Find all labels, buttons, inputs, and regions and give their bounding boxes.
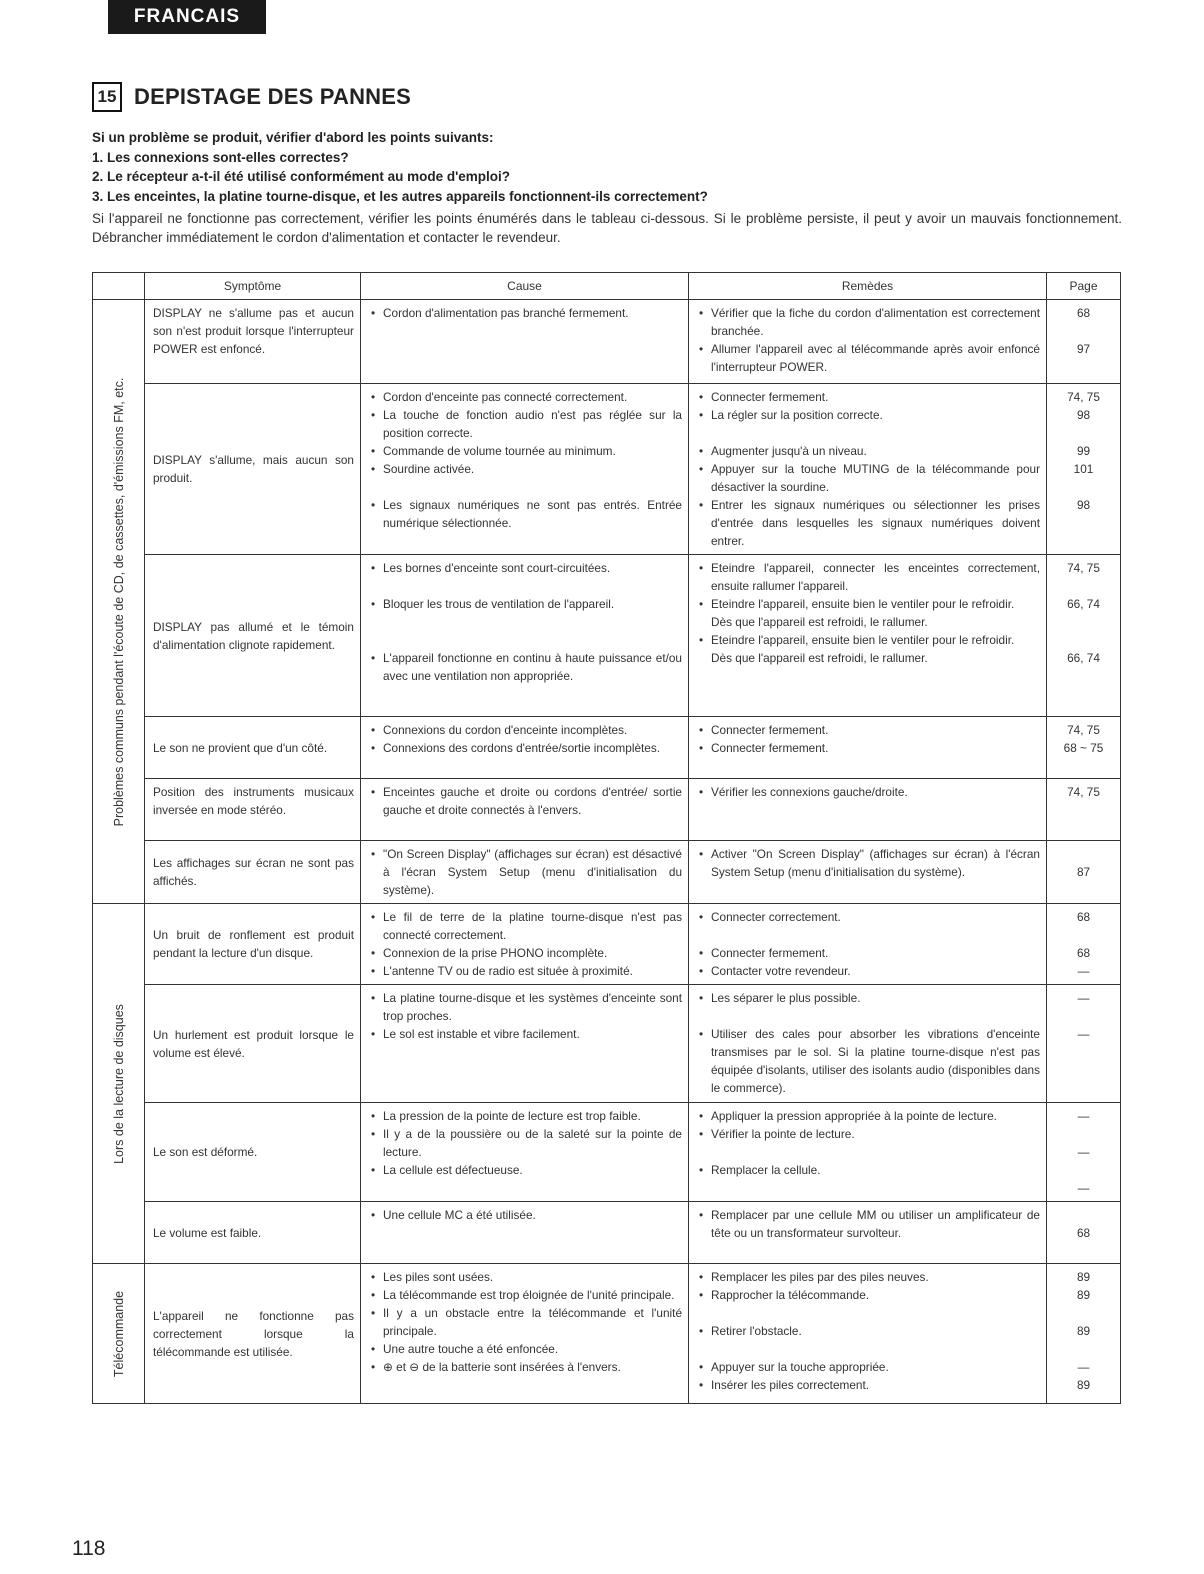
- troubleshooting-table: [92, 272, 1121, 1404]
- remedy-cell: • Vérifier les connexions gauche/droite.: [689, 779, 1047, 841]
- intro-question-1: 1. Les connexions sont-elles correctes?: [92, 149, 349, 165]
- category-records: Lors de la lecture de disques: [93, 904, 145, 1264]
- cause-cell: • Les piles sont usées. • La télécommande est trop éloignée de l'unité principale. • Il y a un obstacle entre la télécommande et l'unité principale. • Une autre touche a été enfoncée. • ⊕ et ⊖ de la batterie sont insérées à l'envers.: [361, 1264, 689, 1404]
- intro-question-2: 2. Le récepteur a-t-il été utilisé conformément au mode d'emploi?: [92, 169, 511, 184]
- page-cell: 74, 75 98 99 101 98: [1047, 384, 1121, 555]
- table-row: [93, 985, 1121, 1103]
- page-cell: 68: [1047, 1202, 1121, 1264]
- intro-paragraph: Si l'appareil ne fonctionne pas correctement, vérifier les points énumérés dans le tableau ci-dessous. Si le problème persiste, il peut y avoir un mauvais fonctionnement. Débrancher immédiatement le cordon d'alimentation et contacter le revendeur.: [92, 211, 1122, 245]
- page-cell: — — —: [1047, 1103, 1121, 1202]
- category-remote: Télécommande: [93, 1264, 145, 1404]
- symptom-cell: DISPLAY pas allumé et le témoin d'alimentation clignote rapidement.: [145, 555, 361, 717]
- intro-lead: Si un problème se produit, vérifier d'abord les points suivants:: [92, 130, 494, 145]
- cause-cell: • Enceintes gauche et droite ou cordons d'entrée/ sortie gauche et droite connectés à l'envers.: [361, 779, 689, 841]
- remedy-cell: • Les séparer le plus possible. • Utiliser des cales pour absorber les vibrations d'enceinte transmises par le sol. Si la platine tourne-disque n'est pas équipée d'isolants, utiliser des isolants audio (disponibles dans le commerce).: [689, 985, 1047, 1103]
- table-row: [93, 300, 1121, 384]
- remedy-cell: • Remplacer les piles par des piles neuves. • Rapprocher la télécommande. • Retirer l'obstacle. • Appuyer sur la touche appropriée. • Insérer les piles correctement.: [689, 1264, 1047, 1404]
- page-cell: 68 68 —: [1047, 904, 1121, 985]
- remedy-cell: • Appliquer la pression appropriée à la pointe de lecture. • Vérifier la pointe de lecture. • Remplacer la cellule.: [689, 1103, 1047, 1202]
- symptom-cell: Un bruit de ronflement est produit pendant la lecture d'un disque.: [145, 904, 361, 985]
- symptom-cell: Le son ne provient que d'un côté.: [145, 717, 361, 779]
- header-blank: [93, 273, 145, 300]
- cause-cell: • Connexions du cordon d'enceinte incomplètes. • Connexions des cordons d'entrée/sortie incomplètes.: [361, 717, 689, 779]
- cause-cell: • La platine tourne-disque et les systèmes d'enceinte sont trop proches. • Le sol est instable et vibre facilement.: [361, 985, 689, 1103]
- symptom-cell: Le volume est faible.: [145, 1202, 361, 1264]
- section-number: 15: [92, 82, 122, 112]
- header-page: Page: [1047, 273, 1121, 300]
- table-row: [93, 1202, 1121, 1264]
- section-heading: DEPISTAGE DES PANNES: [134, 84, 412, 109]
- cause-cell: • Les bornes d'enceinte sont court-circuitées. • Bloquer les trous de ventilation de l'appareil. • L'appareil fonctionne en continu à haute puissance et/ou avec une ventilation non appropriée.: [361, 555, 689, 717]
- symptom-cell: Un hurlement est produit lorsque le volume est élevé.: [145, 985, 361, 1103]
- language-tab: FRANCAIS: [108, 0, 266, 34]
- page-cell: 87: [1047, 841, 1121, 904]
- header-symptom: Symptôme: [145, 273, 361, 300]
- symptom-cell: L'appareil ne fonctionne pas correctement lorsque la télécommande est utilisée.: [145, 1264, 361, 1404]
- page-cell: — —: [1047, 985, 1121, 1103]
- symptom-cell: DISPLAY ne s'allume pas et aucun son n'est produit lorsque l'interrupteur POWER est enfoncé.: [145, 300, 361, 384]
- symptom-cell: Le son est déformé.: [145, 1103, 361, 1202]
- remedy-cell: • Connecter correctement. • Connecter fermement. • Contacter votre revendeur.: [689, 904, 1047, 985]
- cause-cell: • "On Screen Display" (affichages sur écran) est désactivé à l'écran System Setup (menu d'initialisation du système).: [361, 841, 689, 904]
- cause-cell: • Une cellule MC a été utilisée.: [361, 1202, 689, 1264]
- table-row: [93, 1264, 1121, 1404]
- remedy-cell: • Activer "On Screen Display" (affichages sur écran) à l'écran System Setup (menu d'initialisation du système).: [689, 841, 1047, 904]
- section-title: [92, 82, 411, 112]
- intro: [92, 128, 1122, 247]
- table-row: [93, 555, 1121, 717]
- cause-cell: • Cordon d'alimentation pas branché fermement.: [361, 300, 689, 384]
- cause-cell: • Le fil de terre de la platine tourne-disque n'est pas connecté correctement. • Connexion de la prise PHONO incomplète. • L'antenne TV ou de radio est située à proximité.: [361, 904, 689, 985]
- table-row: [93, 1103, 1121, 1202]
- header-cause: Cause: [361, 273, 689, 300]
- table-row: [93, 779, 1121, 841]
- remedy-cell: • Connecter fermement. • Connecter fermement.: [689, 717, 1047, 779]
- cause-cell: • Cordon d'enceinte pas connecté correctement. • La touche de fonction audio n'est pas réglée sur la position correcte. • Commande de volume tournée au minimum. • Sourdine activée. • Les signaux numériques ne sont pas entrés. Entrée numérique sélectionnée.: [361, 384, 689, 555]
- category-common: Problèmes communs pendant l'écoute de CD, de cassettes, d'émissions FM, etc.: [93, 300, 145, 904]
- table-header-row: [93, 273, 1121, 300]
- remedy-cell: • Remplacer par une cellule MM ou utiliser un amplificateur de tête ou un transformateur survolteur.: [689, 1202, 1047, 1264]
- table-row: [93, 717, 1121, 779]
- table-row: [93, 841, 1121, 904]
- page-cell: 74, 75 68 ~ 75: [1047, 717, 1121, 779]
- intro-question-3: 3. Les enceintes, la platine tourne-disque, et les autres appareils fonctionnent-ils correctement?: [92, 188, 708, 204]
- remedy-cell: • Eteindre l'appareil, connecter les enceintes correctement, ensuite rallumer l'appareil. • Eteindre l'appareil, ensuite bien le ventiler pour le refroidir. Dès que l'appareil est refroidi, le rallumer. • Eteindre l'appareil, ensuite bien le ventiler pour le refroidir. Dès que l'appareil est refroidi, le rallumer.: [689, 555, 1047, 717]
- header-remedy: Remèdes: [689, 273, 1047, 300]
- symptom-cell: DISPLAY s'allume, mais aucun son produit.: [145, 384, 361, 555]
- page-cell: 74, 75 66, 74 66, 74: [1047, 555, 1121, 717]
- page-cell: 68 97: [1047, 300, 1121, 384]
- remedy-cell: • Vérifier que la fiche du cordon d'alimentation est correctement branchée. • Allumer l'appareil avec al télécommande après avoir enfoncé l'interrupteur POWER.: [689, 300, 1047, 384]
- symptom-cell: Les affichages sur écran ne sont pas affichés.: [145, 841, 361, 904]
- symptom-cell: Position des instruments musicaux inversée en mode stéréo.: [145, 779, 361, 841]
- remedy-cell: • Connecter fermement. • La régler sur la position correcte. • Augmenter jusqu'à un niveau. • Appuyer sur la touche MUTING de la télécommande pour désactiver la sourdine. • Entrer les signaux numériques ou sélectionner les prises d'entrée dans lesquelles les signaux numériques doivent entrer.: [689, 384, 1047, 555]
- page-number: 118: [72, 1537, 106, 1560]
- cause-cell: • La pression de la pointe de lecture est trop faible. • Il y a de la poussière ou de la saleté sur la pointe de lecture. • La cellule est défectueuse.: [361, 1103, 689, 1202]
- page-cell: 89 89 89 — 89: [1047, 1264, 1121, 1404]
- table-row: [93, 384, 1121, 555]
- page-cell: 74, 75: [1047, 779, 1121, 841]
- table-row: [93, 904, 1121, 985]
